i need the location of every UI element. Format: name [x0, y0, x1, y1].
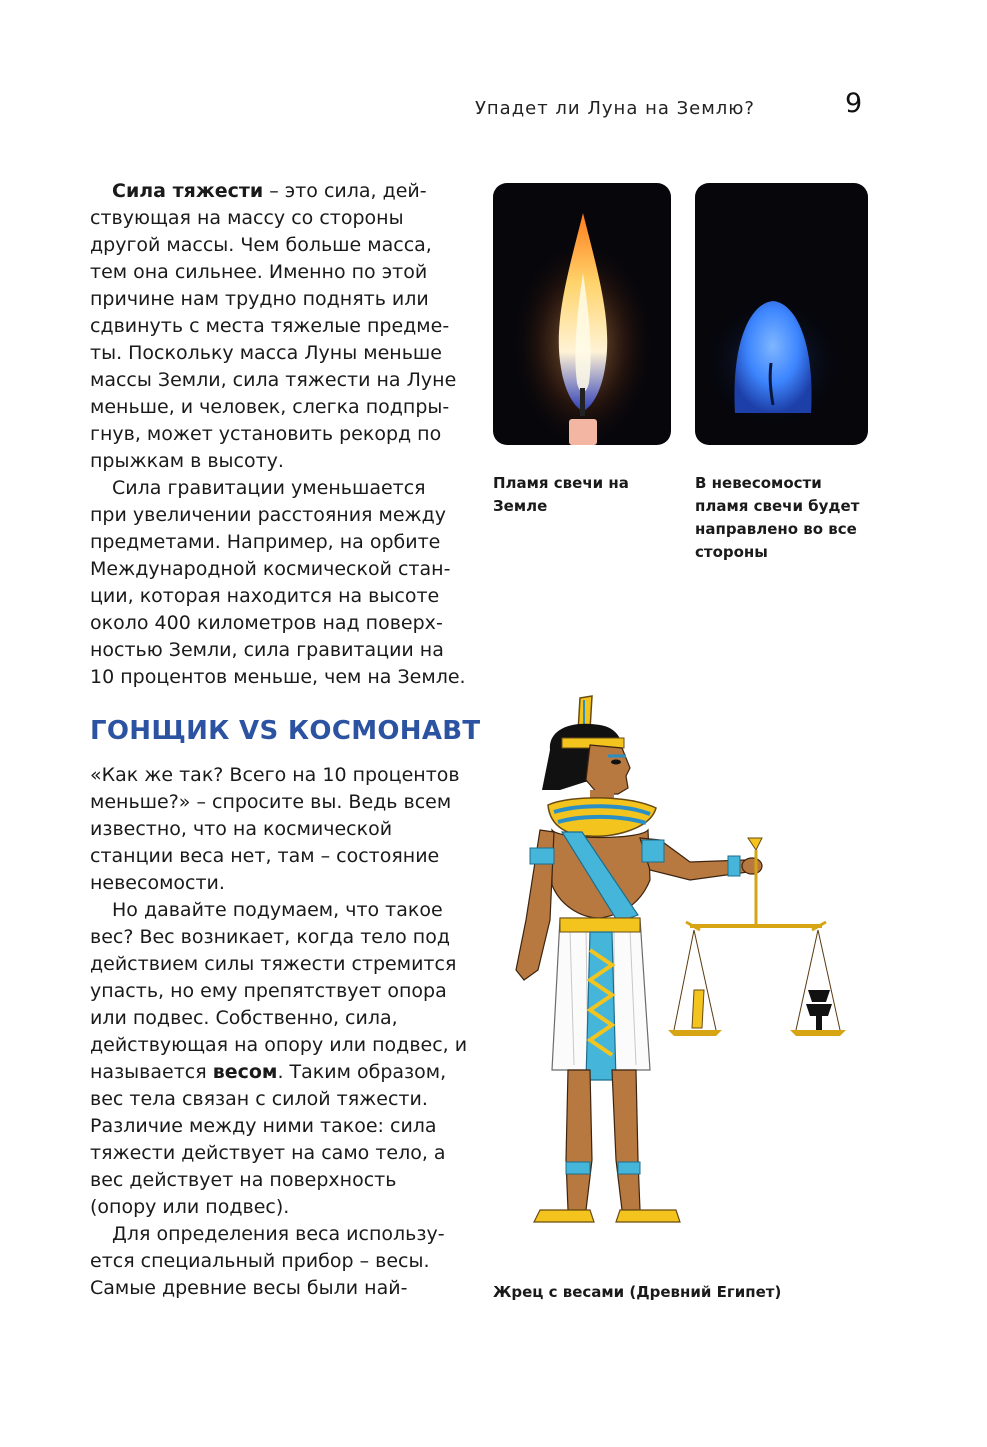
paragraph-weight-definition — [90, 897, 468, 1221]
candle-space-photo — [695, 183, 868, 445]
feather-weight — [692, 990, 704, 1028]
face-shape — [586, 745, 630, 794]
section-heading: ГОНЩИК VS КОСМОНАВТ — [90, 716, 481, 746]
scale-pan-right — [790, 1030, 846, 1036]
term-weight: весом — [212, 1061, 278, 1083]
term-gravity: Сила тяжести — [112, 180, 264, 202]
paragraph-text: – это сила, действующая на массу со стороны другой массы. Чем больше масса, тем она сильнее. Именно по этой причине нам трудно поднять или сдвинуть с места тяжелые предметы. Поскольку масса Луны меньше массы Земли, сила тяжести на Луне меньше, и человек, слегка подпрыгнув, может установить рекорд по прыжкам в высоту. — [90, 180, 457, 472]
egyptian-priest-illustration — [490, 690, 860, 1240]
scale-pan-left — [668, 1030, 722, 1036]
apron — [586, 932, 616, 1080]
running-title: Упадет ли Луна на Землю? — [474, 98, 755, 119]
leg-left — [566, 1070, 592, 1210]
paragraph-scales: Для определения веса используется специальный прибор – весы. Самые древние весы были най- — [90, 1223, 445, 1299]
belt — [560, 918, 640, 932]
weight-stack — [806, 990, 832, 1016]
paragraph-text: Но давайте подумаем, что такое вес? Вес возникает, когда тело под действием силы тяжести стремится упасть, но ему препятствует опора или подвес. Собственно, сила, действующая на опору или подвес, и называется — [90, 899, 468, 1083]
section-gravity-text — [90, 178, 468, 691]
paragraph-gravity-definition — [90, 178, 468, 475]
section-weight-text — [90, 762, 468, 1302]
paragraph-question: «Как же так? Всего на 10 процентов меньше?» – спросите вы. Ведь всем известно, что на космической станции веса нет, там – состояние невесомости. — [90, 764, 460, 894]
candle-body — [569, 419, 597, 445]
paragraph-gravity-distance: Сила гравитации уменьшается при увеличении расстояния между предметами. Например, на орбите Международной космической станции, которая находится на высоте около 400 километров над поверхностью Земли, сила гравитации на 10 процентов меньше, чем на Земле. — [90, 477, 466, 688]
leg-right — [612, 1070, 640, 1210]
caption-priest: Жрец с весами (Древний Египет) — [493, 1283, 782, 1301]
page-number: 9 — [845, 88, 863, 119]
sandal-right — [616, 1210, 680, 1222]
candle-wick — [580, 388, 585, 416]
sandal-left — [534, 1210, 594, 1222]
scales-top — [748, 838, 762, 850]
caption-candle-earth: Пламя свечи на Земле — [493, 474, 629, 515]
candle-earth-photo — [493, 183, 671, 445]
caption-candle-space: В невесомости пламя свечи будет направлено во все стороны — [695, 474, 860, 561]
paragraph-text: . Таким образом, вес тела связан с силой тяжести. Различие между ними такое: сила тяжести действует на само тело, а вес действует на поверхность (опору или подвес). — [90, 1061, 447, 1218]
